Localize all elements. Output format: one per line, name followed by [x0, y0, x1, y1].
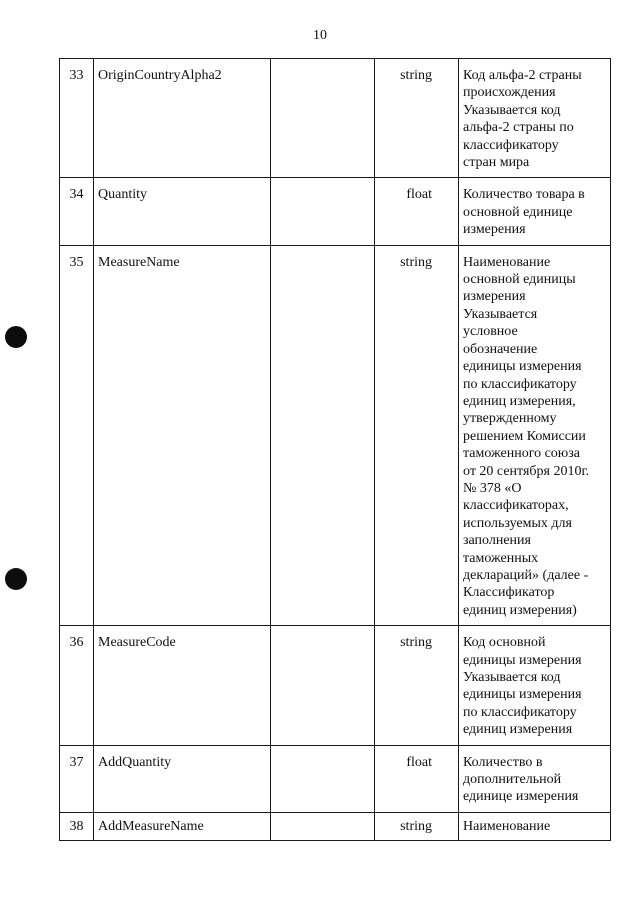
punch-hole-mark	[5, 568, 27, 590]
description-line: единицы измерения	[463, 687, 582, 703]
field-name: Quantity	[94, 178, 271, 245]
description-line: Наименование	[463, 254, 551, 270]
page-number: 10	[313, 28, 327, 43]
row-number: 35	[60, 245, 94, 626]
field-name: MeasureName	[94, 245, 271, 626]
description-line: Указывается код	[463, 102, 561, 118]
description-line: основной единице	[463, 204, 573, 220]
field-type: string	[375, 245, 459, 626]
row-number: 34	[60, 178, 94, 245]
field-type: float	[375, 178, 459, 245]
description-line: утвержденному	[463, 411, 557, 427]
table-row	[60, 812, 611, 840]
description-line: решением Комиссии	[463, 428, 586, 444]
field-description	[459, 178, 611, 245]
field-description	[459, 59, 611, 178]
description-line: таможенных	[463, 550, 539, 566]
description-line: измерения	[463, 289, 526, 305]
description-line: Код основной	[463, 635, 546, 651]
field-name: OriginCountryAlpha2	[94, 59, 271, 178]
description-line: Количество товара в	[463, 187, 585, 203]
field-extra	[271, 178, 375, 245]
description-line: Классификатор	[463, 585, 555, 601]
field-description	[459, 812, 611, 840]
row-number: 36	[60, 626, 94, 745]
description-line: происхождения	[463, 85, 556, 101]
description-line: единиц измерения,	[463, 393, 576, 409]
field-extra	[271, 812, 375, 840]
row-number: 33	[60, 59, 94, 178]
field-description	[459, 626, 611, 745]
description-line: единиц измерения)	[463, 602, 577, 618]
punch-hole-mark	[5, 326, 27, 348]
field-description	[459, 245, 611, 626]
description-line: Количество в	[463, 754, 543, 770]
field-name: MeasureCode	[94, 626, 271, 745]
description-line: обозначение	[463, 341, 538, 357]
description-line: классификатору	[463, 137, 559, 153]
description-line: используемых для	[463, 515, 572, 531]
description-line: основной единицы	[463, 272, 576, 288]
row-number: 37	[60, 745, 94, 812]
description-line: по классификатору	[463, 704, 577, 720]
description-line: классификаторах,	[463, 498, 569, 514]
table-row	[60, 59, 611, 178]
description-line: единицы измерения	[463, 359, 582, 375]
description-line: альфа-2 страны по	[463, 120, 574, 136]
field-extra	[271, 245, 375, 626]
description-line: Код альфа-2 страны	[463, 68, 582, 83]
field-type: string	[375, 626, 459, 745]
field-spec-table	[59, 58, 611, 841]
description-line: Наименование	[463, 818, 551, 834]
description-line: № 378 «О	[463, 480, 522, 496]
field-type: float	[375, 745, 459, 812]
field-type: string	[375, 812, 459, 840]
field-name: AddQuantity	[94, 745, 271, 812]
field-name: AddMeasureName	[94, 812, 271, 840]
description-line: Указывается	[463, 306, 538, 322]
table-row	[60, 178, 611, 245]
description-line: деклараций» (далее -	[463, 567, 589, 583]
description-line: дополнительной	[463, 772, 562, 788]
table-row	[60, 245, 611, 626]
field-type: string	[375, 59, 459, 178]
description-line: стран мира	[463, 155, 530, 171]
field-description	[459, 745, 611, 812]
description-line: заполнения	[463, 533, 531, 549]
field-extra	[271, 745, 375, 812]
description-line: таможенного союза	[463, 446, 581, 462]
description-line: по классификатору	[463, 376, 577, 392]
description-line: измерения	[463, 222, 526, 238]
table-row	[60, 745, 611, 812]
description-line: от 20 сентября 2010г.	[463, 463, 590, 479]
description-line: условное	[463, 324, 518, 340]
description-line: единицы измерения	[463, 652, 582, 668]
description-line: единице измерения	[463, 789, 579, 805]
description-line: Указывается код	[463, 670, 561, 685]
description-line: единиц измерения	[463, 722, 573, 738]
row-number: 38	[60, 812, 94, 840]
table-row	[60, 626, 611, 745]
field-extra	[271, 626, 375, 745]
field-extra	[271, 59, 375, 178]
